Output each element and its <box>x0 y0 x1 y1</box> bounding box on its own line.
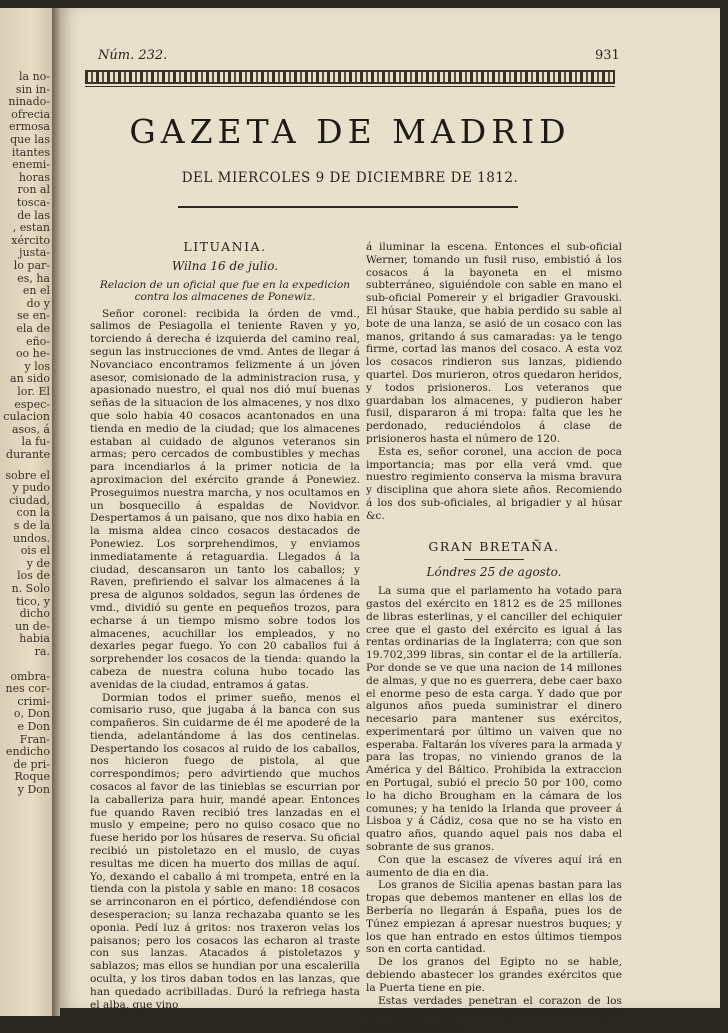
paragraph: Estas verdades penetran el corazon de los buenos, y arrancan las lágrimas de todo inglés que ama su patria. <box>366 994 622 1033</box>
left-page-text-fragment: dicho <box>19 607 50 621</box>
left-page-text-fragment: Roque <box>14 770 50 784</box>
left-page-text-fragment: lor. El <box>17 385 50 398</box>
left-page-text-fragment: ombra- <box>10 669 50 683</box>
paragraph: Los granos de Sicilia apenas bastan para las tropas que debemos mantener en ellas los de Berbería no llegarán á España, pues los de Túnez empiezan á apresar nuestros buques; y los que han entrado en estos últimos tiempos son en corta cantidad. <box>366 879 622 956</box>
left-page-text-fragment: n. Solo <box>11 582 50 595</box>
left-page-text-fragment: culacion <box>3 410 50 424</box>
left-page-text-fragment: es, ha <box>17 271 50 285</box>
left-page-text-fragment: do y <box>26 296 50 310</box>
newspaper-page <box>60 8 720 1033</box>
paragraph: Con que la escasez de víveres aquí irá en aumento de dia en dia. <box>366 853 622 879</box>
left-page-text-fragment: la fu- <box>21 435 50 449</box>
left-page-text-fragment: y de <box>26 556 50 570</box>
article-subhead: Relacion de un oficial que fue en la expedicion contra los almacenes de Ponewiz. <box>99 278 351 304</box>
left-page-text-fragment: sin in- <box>15 82 50 96</box>
issue-date: DEL MIERCOLES 9 DE DICIEMBRE DE 1812. <box>181 170 519 186</box>
left-page-text-fragment: ofrecia <box>11 107 50 121</box>
left-page-text-fragment: de pri- <box>13 757 50 771</box>
ornamental-border <box>85 70 615 84</box>
left-page-text-fragment: an sido <box>10 372 50 386</box>
left-page-text-fragment: espec- <box>14 397 50 411</box>
dateline-wilna: Wilna 16 de julio. <box>171 258 279 273</box>
left-page-text-fragment: sobre el <box>5 468 50 482</box>
left-page-text-fragment: enemi- <box>12 158 50 172</box>
paragraph: Esta es, señor coronel, una accion de poca importancia; mas por ella verá vmd. que nuestro regimiento conserva la misma bravura y disciplina que ahora siete años. Recomiendo á los dos sub-oficiales, al brigadier y al húsar &c. <box>366 445 622 522</box>
issue-number: Núm. 232. <box>98 48 168 63</box>
paragraph: Dormian todos el primer sueño, menos el comisario ruso, que jugaba á la banca con sus compañeros. Sin cuidarme de él me apoderé de la tienda, adelantándome á las dos centinelas. Despertando los cosacos al ruido de los caballos, nos hicieron fuego de pistola, al que correspondimos; pero advirtiendo que muchos cosacos al favor de las tinieblas se escurrian por la caballeriza para huir, mandé apear. Entonces fue quando Raven recibió tres lanzadas en el muslo y empeine; pero no quiso cosaco que no fuese herido por los húsares de reserva. Su oficial recibió un pistoletazo en el muslo, de cuyas resultas me dicen ha muerto dos millas de aquí. Yo, dexando el caballo á mi trompeta, entré en la tienda con la pistola y sable en mano: 18 cosacos se arrinconaron en el pórtico, defendiéndose con desesperacion; su lanza rechazaba quanto se les oponia. Pedí luz á gritos: nos traxeron velas los paisanos; pero los cosacos las echaron al traste con sus lanzas. Atacados á pistoletazos y sablazos; mas ellos se hundian por una escalerilla oculta, y los tiros daban todos en las lanzas, que han quedado acribilladas. Duró la refriega hasta el alba, que vino <box>90 691 360 1011</box>
left-page-text-fragment: que las <box>10 133 50 146</box>
section-title-gran-bretana: GRAN BRETAÑA. <box>428 538 560 554</box>
left-page-text-fragment: xército <box>11 233 50 247</box>
left-page-text-fragment: ron al <box>17 183 50 197</box>
left-page-text-fragment: los de <box>17 569 50 583</box>
paragraph: La suma que el parlamento ha votado para gastos del exército en 1812 es de 25 millones de libras esterlinas, y el canciller del echiquier cree que el gasto del exército es igual á las rentas ordinarias de la Inglaterra; con que son 19.702,399 libras, sin contar el de la artillería. Por donde se ve que una nacion de 14 millones de almas, y que no es guerrera, debe caer baxo el enorme peso de esta carga. Y dado que por algunos años pueda suministrar el dinero necesario para mantener sus exércitos, experimentará por último un vaiven que no esperaba. Faltarán los víveres para la armada y para las tropas, no viniendo granos de la América y del Báltico. Prohibida la extraccion en Portugal, subió el precio 50 por 100, como lo ha dicho Brougham en la cámara de los comunes; y ha tenido la Irlanda que proveer á Lisboa y á Cádiz, cosa que no se ha visto en quatro años, quando aquel pais nos daba el sobrante de sus granos. <box>366 585 622 854</box>
left-page-text-fragment: undos. <box>13 531 50 545</box>
page-number: 931 <box>595 48 620 63</box>
left-page-text-fragment: , estan <box>12 221 50 235</box>
left-page-text-fragment: ra. <box>34 645 50 658</box>
left-page-text-fragment: en el <box>22 284 50 298</box>
left-page-text-fragment: crimi- <box>17 694 50 708</box>
left-page-text-fragment: eño- <box>26 334 50 348</box>
date-rule <box>178 206 518 208</box>
left-page-text-fragment: la no- <box>19 70 50 83</box>
left-page-text-fragment: lo par- <box>13 259 50 272</box>
left-page-text-fragment: ois el <box>20 544 50 558</box>
paragraph: Señor coronel: recibida la órden de vmd., salimos de Pesiagolla el teniente Raven y yo, torciendo á derecha é izquierda del camino real, segun las instrucciones de vmd. Antes de llegar á Novanciaco encontramos felizmente á un jóven asesor, comisionado de la administracion rusa, y apasionado nuestro, el qual nos dió muí buenas señas de la situacion de los almacenes, y nos dixo que solo habia 40 cosacos acantonados en una tienda en medio de la ciudad; que los almacenes estaban al cuidado de algunos veteranos sin armas; pero cercados de combustibles y mechas para incendiarlos á la primer noticia de la aproximacion del exército grande á Ponewiez. Proseguimos nuestra marcha, y nos ocultamos en un bosquecillo á espaldas de Novidvor. Despertamos á un paisano, que nos dixo habia en la misma aldea cinco cosacos destacados de Ponewiez. Los sorprehendimos, y enviamos inmediatamente á retaguardia. Llegados á la ciudad, descansaron un tanto los caballos; y Raven, prefiriendo el salvar los almacenes á la presa de algunos soldados, segun las órdenes de vmd., dividió su gente en pequeños trozos, para echarse á un tiempo mismo sobre todos los almacenes, acuchillar los empleados, y no dexarles pegar fuego. Yo con 20 caballos fui á sorprehender los cosacos de la tienda: quando la cabeza de nuestra coluna hubo tocado las avenidas de la ciudad, entramos á gatas. <box>90 307 360 691</box>
left-page-text-fragment: se en- <box>17 309 50 323</box>
left-page-fragment <box>0 8 54 1016</box>
paragraph: De los granos del Egipto no se hable, debiendo abastecer los grandes exércitos que la Puerta tiene en pie. <box>366 956 622 994</box>
left-page-text-fragment: un de- <box>15 619 50 633</box>
left-page-text-fragment: oo he- <box>15 347 50 361</box>
left-page-text-fragment: de las <box>17 208 50 222</box>
left-page-text-fragment: ninado- <box>8 95 50 109</box>
left-page-text-fragment: itantes <box>11 145 50 159</box>
left-page-text-fragment: justa- <box>19 246 50 260</box>
section-title-lituania: LITUANIA. <box>183 239 267 254</box>
left-page-text-fragment: e Don <box>17 720 50 733</box>
left-page-text-fragment: asos, á <box>11 422 50 436</box>
section-rule <box>464 559 524 560</box>
left-page-text-fragment: nes cor- <box>5 682 50 696</box>
left-column <box>90 241 360 1011</box>
masthead-title: GAZETA DE MADRID <box>129 112 571 151</box>
header-rule <box>85 86 615 87</box>
left-page-text-fragment: horas <box>18 170 50 184</box>
left-page-text-fragment: endicho <box>5 745 50 759</box>
left-page-text-fragment: habia <box>19 632 50 646</box>
right-column <box>366 241 622 1033</box>
left-page-text-fragment: o, Don <box>13 707 50 721</box>
left-page-text-fragment: ciudad, <box>9 493 50 507</box>
book-gutter <box>52 8 60 1016</box>
left-page-text-fragment: y los <box>24 359 50 373</box>
left-page-text-fragment: ermosa <box>8 120 50 134</box>
dateline-londres: Lóndres 25 de agosto. <box>426 565 562 580</box>
left-page-text-fragment: s de la <box>13 519 50 532</box>
left-page-text-fragment: tico, y <box>16 594 50 608</box>
left-page-text-fragment: tosca- <box>16 196 50 209</box>
left-page-text-fragment: y Don <box>17 783 50 796</box>
left-page-text-fragment: ela de <box>16 322 50 335</box>
left-page-text-fragment: con la <box>16 506 50 520</box>
left-page-text-fragment: durante <box>6 448 50 461</box>
paragraph: á iluminar la escena. Entonces el sub-oficial Werner, tomando un fusil ruso, embistió á los cosacos á la bayoneta en el mismo subterráneo, siguiéndole con sable en mano el sub-oficial Pomereir y el brigadier Gravouski. El húsar Stauke, que habia perdido su sable al bote de una lanza, se asió de un cosaco con las manos, gritando á sus camaradas: ya le tengo firme, cortad las manos del cosaco. A esta voz los cosacos rindieron sus lanzas, pidiendo quartel. Dos murieron, otros quedaron heridos, y todos prisioneros. Los veteranos que guardaban los almacenes, y pudieron haber fusil, dispararon á mi tropa: falta que les he perdonado, reduciéndolos á clase de prisioneros hasta el número de 120. <box>366 241 622 445</box>
left-page-text-fragment: y pudo <box>12 481 50 495</box>
left-page-text-fragment: Fran- <box>19 732 50 746</box>
